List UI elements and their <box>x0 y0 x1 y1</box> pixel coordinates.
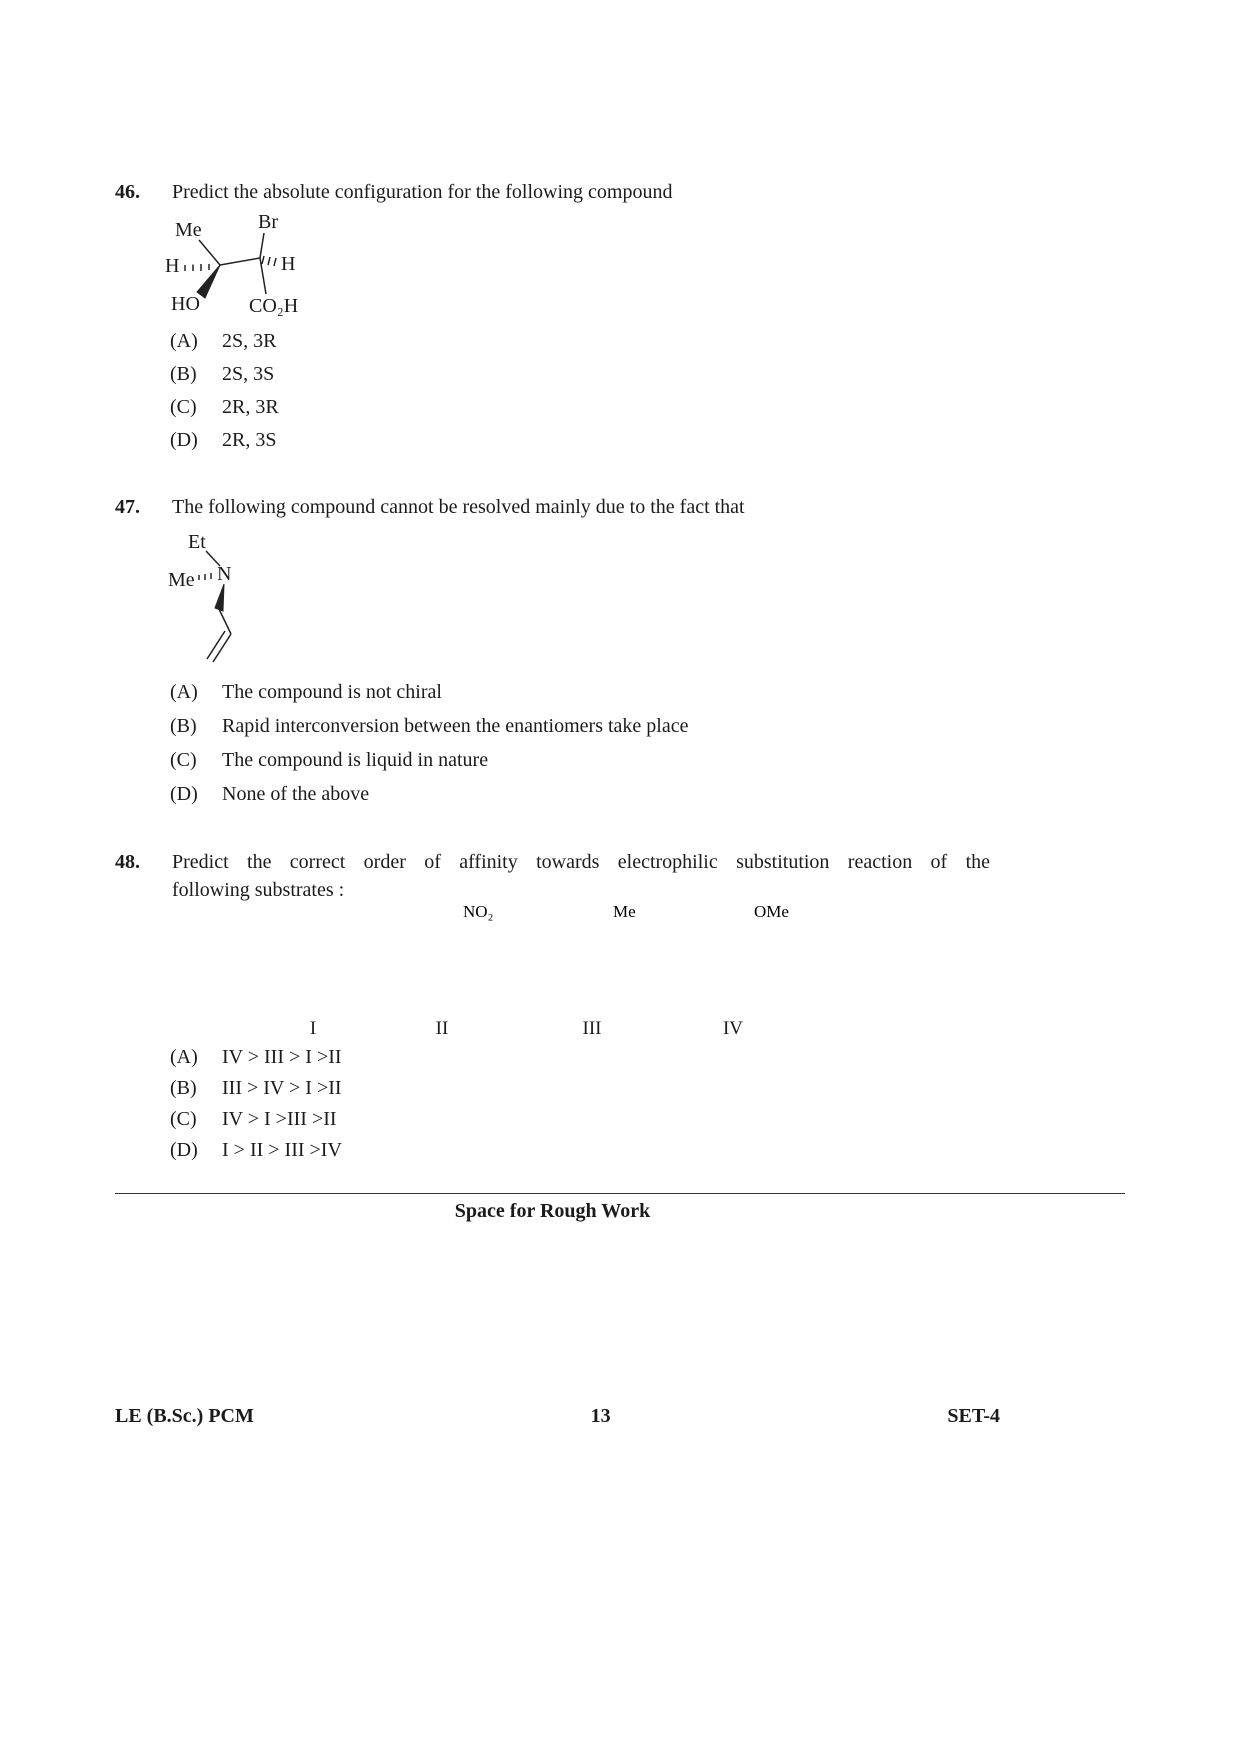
q46-label-co2h: CO₂H <box>249 295 299 317</box>
q48-substrate-3 <box>547 905 707 1040</box>
q46-option-b-text: 2S, 3S <box>222 363 275 385</box>
q46-options <box>170 330 279 462</box>
q48-option-d-label: (D) <box>170 1139 198 1161</box>
q48-option-b-text: III > IV > I >II <box>222 1077 342 1099</box>
q46-label-h-left: H <box>165 255 180 277</box>
question-48 <box>115 848 990 904</box>
question-46-text: Predict the absolute configuration for the following compound <box>172 181 673 203</box>
q48-option-c-text: IV > I >III >II <box>222 1108 337 1130</box>
q46-label-br: Br <box>258 211 278 233</box>
q46-option-a-label: (A) <box>170 330 198 352</box>
q46-option-b <box>170 363 279 396</box>
q47-label-n: N <box>217 563 232 585</box>
q46-label-h-right: H <box>281 253 296 275</box>
q47-option-d-text: None of the above <box>222 783 370 805</box>
q46-option-a <box>170 330 279 363</box>
q46-option-c <box>170 396 279 429</box>
question-48-text-line2: following substrates : <box>172 879 345 901</box>
q46-option-d <box>170 429 279 462</box>
section-divider <box>115 1193 1125 1194</box>
question-47 <box>115 493 1015 521</box>
page-footer <box>115 1405 1000 1428</box>
q47-label-me: Me <box>168 569 195 591</box>
q47-option-c <box>170 749 688 783</box>
q47-options <box>170 681 688 817</box>
q46-label-ho: HO <box>171 293 200 315</box>
rough-work-label: Space for Rough Work <box>454 1200 651 1222</box>
question-47-number: 47. <box>115 496 140 518</box>
q46-option-b-label: (B) <box>170 363 197 385</box>
q46-option-c-text: 2R, 3R <box>222 396 279 418</box>
footer-page-number: 13 <box>590 1405 611 1427</box>
question-48-number: 48. <box>115 851 140 873</box>
q47-option-a <box>170 681 688 715</box>
q47-option-b <box>170 715 688 749</box>
anisole-ring-icon <box>688 905 848 1005</box>
q48-option-c <box>170 1108 342 1139</box>
q46-label-me: Me <box>175 219 202 241</box>
q48-option-b-label: (B) <box>170 1077 197 1099</box>
q48-option-d <box>170 1139 342 1170</box>
q48-option-a <box>170 1046 342 1077</box>
q47-option-a-label: (A) <box>170 681 198 703</box>
q47-option-b-text: Rapid interconversion between the enantiomers take place <box>222 715 689 737</box>
q47-option-d <box>170 783 688 817</box>
q47-option-c-text: The compound is liquid in nature <box>222 749 489 771</box>
q47-label-et: Et <box>188 531 206 553</box>
q47-option-c-label: (C) <box>170 749 197 771</box>
toluene-ring-icon <box>547 905 707 1005</box>
q48-substituent-ome: OMe <box>754 905 789 921</box>
question-46 <box>115 178 1015 206</box>
q46-structure <box>163 210 393 330</box>
q47-option-a-text: The compound is not chiral <box>222 681 442 703</box>
q48-substrate-3-numeral: III <box>582 1018 602 1039</box>
q46-structure-drawing <box>163 210 393 325</box>
q47-option-d-label: (D) <box>170 783 198 805</box>
question-48-text <box>172 848 990 904</box>
q47-structure <box>168 530 298 685</box>
q48-option-a-label: (A) <box>170 1046 198 1068</box>
q46-option-c-label: (C) <box>170 396 197 418</box>
q46-option-d-label: (D) <box>170 429 198 451</box>
q48-substituent-me: Me <box>613 905 636 921</box>
q47-option-b-label: (B) <box>170 715 197 737</box>
q48-substrate-2-numeral: II <box>435 1018 449 1039</box>
q48-substrate-4-numeral: IV <box>722 1018 744 1039</box>
q47-structure-drawing <box>168 530 298 680</box>
question-47-text: The following compound cannot be resolved mainly due to the fact that <box>172 496 745 518</box>
q46-option-a-text: 2S, 3R <box>222 330 277 352</box>
question-48-text-line1: Predict the correct order of affinity towards electrophilic substitution reaction of the <box>172 851 990 873</box>
q48-substrate-1-numeral: I <box>309 1018 317 1039</box>
q48-substituent-no2: NO₂ <box>463 905 494 921</box>
q48-substrate-4 <box>688 905 848 1040</box>
q48-option-d-text: I > II > III >IV <box>222 1139 342 1161</box>
q48-option-b <box>170 1077 342 1108</box>
q48-substrate-2 <box>397 905 557 1040</box>
q48-option-a-text: IV > III > I >II <box>222 1046 342 1068</box>
footer-left: LE (B.Sc.) PCM <box>115 1405 254 1427</box>
question-46-number: 46. <box>115 181 140 203</box>
q48-options <box>170 1046 342 1170</box>
q46-option-d-text: 2R, 3S <box>222 429 277 451</box>
q48-option-c-label: (C) <box>170 1108 197 1130</box>
nitrobenzene-ring-icon <box>397 905 557 1005</box>
footer-right: SET-4 <box>947 1405 1000 1427</box>
